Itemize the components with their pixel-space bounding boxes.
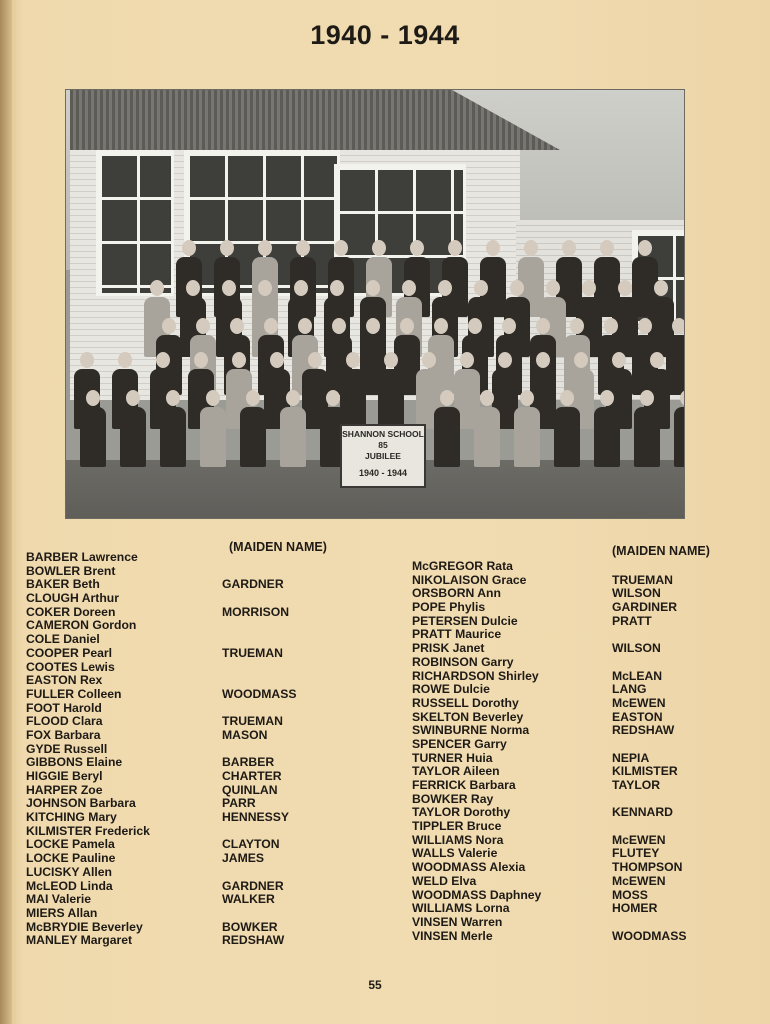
- maiden-name: MORRISON: [222, 604, 290, 619]
- maiden-name: [222, 661, 296, 675]
- student-name: WILLIAMS Lorna: [412, 901, 510, 916]
- maiden-name: BOWKER: [222, 919, 278, 934]
- maiden-name: LANG: [612, 682, 647, 697]
- student-name: WALLS Valerie: [412, 846, 498, 861]
- student-name: POPE Phylis: [412, 600, 486, 615]
- student-name: LUCISKY Allen: [26, 864, 113, 879]
- student-name: WILLIAMS Nora: [412, 832, 504, 847]
- maiden-name: [612, 820, 686, 834]
- maiden-name: THOMPSON: [612, 860, 683, 875]
- student-name: COOTES Lewis: [26, 659, 115, 674]
- maiden-name: McEWEN: [612, 832, 666, 847]
- right-maiden-column: [612, 560, 686, 943]
- maiden-name: [222, 825, 296, 839]
- student-name: WOODMASS Alexia: [412, 860, 526, 875]
- maiden-name: MOSS: [612, 887, 648, 902]
- maiden-name: TAYLOR: [612, 778, 661, 792]
- class-photo: [66, 90, 684, 518]
- student-name: ORSBORN Ann: [412, 586, 501, 601]
- student-name: FOX Barbara: [26, 727, 101, 742]
- student-name: RICHARDSON Shirley: [412, 668, 539, 683]
- student-name: TIPPLER Bruce: [412, 819, 502, 834]
- maiden-name-header-left: (MAIDEN NAME): [229, 540, 327, 554]
- maiden-name: [612, 916, 686, 930]
- student-name: NIKOLAISON Grace: [412, 572, 527, 587]
- photo-person: [120, 390, 146, 467]
- maiden-name: WALKER: [222, 892, 275, 907]
- photo-person: [594, 390, 620, 467]
- maiden-name: PRATT: [612, 613, 652, 628]
- student-name: GYDE Russell: [26, 741, 108, 756]
- student-name: CLOUGH Arthur: [26, 591, 119, 606]
- maiden-name: WOODMASS: [612, 928, 687, 943]
- maiden-name: REDSHAW: [222, 933, 285, 948]
- maiden-name: MASON: [222, 727, 268, 742]
- maiden-name: McLEAN: [612, 668, 663, 683]
- maiden-name: [222, 674, 296, 688]
- maiden-name: KILMISTER: [612, 764, 678, 779]
- maiden-name: [612, 793, 686, 807]
- student-name: RUSSELL Dorothy: [412, 695, 519, 710]
- student-name: TAYLOR Aileen: [412, 764, 500, 779]
- maiden-name: WILSON: [612, 586, 661, 601]
- maiden-name: McEWEN: [612, 695, 666, 710]
- student-name: COKER Doreen: [26, 604, 116, 619]
- student-name: SWINBURNE Norma: [412, 723, 530, 738]
- student-name: McGREGOR Rata: [412, 559, 513, 573]
- student-name: BARBER Lawrence: [26, 550, 138, 564]
- student-name: VINSEN Merle: [412, 928, 493, 943]
- maiden-name: [612, 656, 686, 670]
- maiden-name: BARBER: [222, 755, 275, 770]
- student-name: CAMERON Gordon: [26, 618, 137, 633]
- student-name: MANLEY Margaret: [26, 933, 133, 948]
- maiden-name: PARR: [222, 796, 256, 811]
- maiden-name: CHARTER: [222, 769, 282, 783]
- student-name: LOCKE Pamela: [26, 837, 115, 852]
- maiden-name: [222, 619, 296, 633]
- maiden-name: [612, 560, 686, 574]
- maiden-name: McEWEN: [612, 873, 666, 888]
- photo-person: [378, 352, 404, 429]
- student-name: BAKER Beth: [26, 577, 100, 592]
- student-name: KITCHING Mary: [26, 810, 117, 825]
- maiden-name: [222, 866, 296, 880]
- maiden-name: [222, 743, 296, 757]
- maiden-name: [222, 907, 296, 921]
- left-names-column: [26, 551, 150, 948]
- student-name: TURNER Huia: [412, 750, 493, 765]
- student-name: VINSEN Warren: [412, 914, 503, 929]
- maiden-name: GARDNER: [222, 878, 284, 893]
- student-name: WOODMASS Daphney: [412, 887, 542, 902]
- student-name: PRISK Janet: [412, 641, 485, 656]
- photo-sign: [340, 424, 426, 488]
- student-name: SKELTON Beverley: [412, 709, 524, 724]
- maiden-name: CLAYTON: [222, 837, 280, 852]
- maiden-name: EASTON: [612, 709, 663, 724]
- photo-person: [474, 390, 500, 467]
- student-name: LOCKE Pauline: [26, 851, 116, 866]
- student-name: FOOT Harold: [26, 700, 102, 715]
- left-maiden-column: [222, 551, 296, 948]
- photo-person: [160, 390, 186, 467]
- student-name: GIBBONS Elaine: [26, 755, 123, 770]
- student-name: KILMISTER Frederick: [26, 823, 150, 838]
- student-name: BOWKER Ray: [412, 791, 494, 806]
- sign-line: 85: [378, 440, 388, 450]
- student-name: TAYLOR Dorothy: [412, 805, 511, 820]
- maiden-name: GARDNER: [222, 577, 284, 592]
- maiden-name: REDSHAW: [612, 723, 675, 738]
- maiden-name: HOMER: [612, 901, 658, 916]
- photo-window: [96, 150, 174, 296]
- photo-person: [200, 390, 226, 467]
- photo-person: [240, 390, 266, 467]
- student-name: PETERSEN Dulcie: [412, 613, 518, 628]
- student-name: McBRYDIE Beverley: [26, 919, 143, 934]
- photo-person: [554, 390, 580, 467]
- maiden-name: GARDINER: [612, 600, 678, 615]
- student-name: BOWLER Brent: [26, 563, 116, 578]
- maiden-name: [222, 702, 296, 716]
- photo-person: [514, 390, 540, 467]
- student-name: FERRICK Barbara: [412, 778, 516, 792]
- student-name: COLE Daniel: [26, 632, 100, 647]
- sign-line: JUBILEE: [365, 451, 401, 461]
- photo-person: [434, 390, 460, 467]
- maiden-name-header-right: (MAIDEN NAME): [612, 544, 710, 558]
- maiden-name: TRUEMAN: [612, 572, 673, 587]
- maiden-name: QUINLAN: [222, 782, 278, 797]
- photo-person: [280, 390, 306, 467]
- student-name: ROWE Dulcie: [412, 682, 490, 697]
- book-spine: [0, 0, 12, 1024]
- photo-person: [674, 390, 684, 467]
- maiden-name: TRUEMAN: [222, 714, 283, 729]
- right-names-column: [412, 560, 541, 943]
- maiden-name: [222, 633, 296, 647]
- student-name: ROBINSON Garry: [412, 654, 514, 669]
- student-name: SPENCER Garry: [412, 736, 507, 751]
- maiden-name: [222, 551, 296, 565]
- student-name: HARPER Zoe: [26, 782, 103, 797]
- maiden-name: [612, 738, 686, 752]
- maiden-name: HENNESSY: [222, 810, 290, 825]
- photo-person: [634, 390, 660, 467]
- page-number: 55: [368, 978, 382, 992]
- student-name: MAI Valerie: [26, 892, 92, 907]
- sign-line: SHANNON SCHOOL: [342, 429, 424, 439]
- photo-person: [80, 390, 106, 467]
- student-name: FULLER Colleen: [26, 686, 122, 701]
- student-name: McLEOD Linda: [26, 878, 113, 893]
- student-name: HIGGIE Beryl: [26, 769, 103, 783]
- student-name: WELD Elva: [412, 873, 477, 888]
- student-name: JOHNSON Barbara: [26, 796, 136, 811]
- maiden-name: NEPIA: [612, 750, 650, 765]
- maiden-name: WILSON: [612, 641, 661, 656]
- page-title: 1940 - 1944: [310, 20, 460, 50]
- maiden-name: KENNARD: [612, 805, 673, 820]
- student-name: EASTON Rex: [26, 673, 103, 688]
- maiden-name: [222, 565, 296, 579]
- student-name: PRATT Maurice: [412, 627, 502, 642]
- maiden-name: JAMES: [222, 851, 264, 866]
- maiden-name: TRUEMAN: [222, 645, 283, 660]
- maiden-name: [612, 628, 686, 642]
- maiden-name: [222, 592, 296, 606]
- maiden-name: FLUTEY: [612, 846, 660, 861]
- student-name: MIERS Allan: [26, 905, 98, 920]
- student-name: FLOOD Clara: [26, 714, 103, 729]
- student-name: COOPER Pearl: [26, 645, 113, 660]
- sign-line: 1940 - 1944: [358, 468, 408, 478]
- maiden-name: WOODMASS: [222, 686, 297, 701]
